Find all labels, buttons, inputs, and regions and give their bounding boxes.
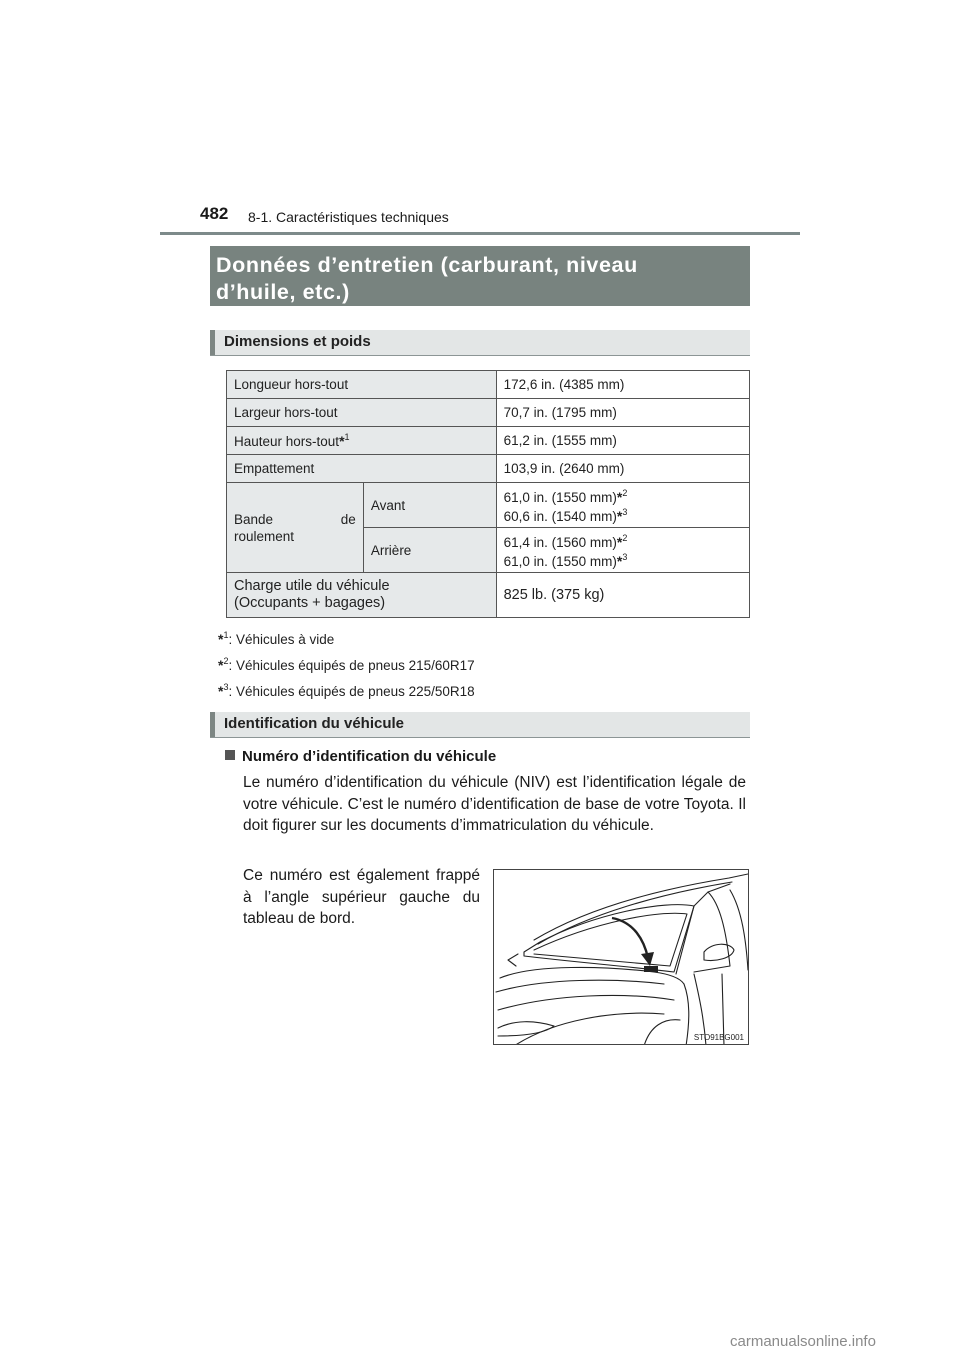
figure-code: STO91BG001 <box>693 1033 744 1042</box>
footnote-num: 3 <box>223 682 229 692</box>
charge-label <box>227 573 497 618</box>
identification-heading-text: Identification du véhicule <box>224 715 405 732</box>
hauteur-label: Hauteur hors-tout <box>234 434 340 449</box>
table-value: 61,2 in. (1555 mm) <box>496 427 749 455</box>
table-row <box>227 573 750 618</box>
table-value: 103,9 in. (2640 mm) <box>496 455 749 483</box>
vin-location-paragraph: Ce numéro est également frappé à l’angle supérieur gauche du tableau de bord. <box>243 867 480 927</box>
heading-bar <box>210 330 215 355</box>
dimensions-heading <box>210 330 750 356</box>
page-number: 482 <box>200 204 229 223</box>
footnote-mark: * <box>218 657 224 673</box>
asterisk-mark: * <box>616 508 623 524</box>
banner-title-line1: Données d’entretien (carburant, niveau <box>216 253 638 277</box>
header-rule <box>160 232 800 235</box>
dimensions-heading-text: Dimensions et poids <box>224 333 371 350</box>
arriere-values <box>496 528 749 573</box>
value-line <box>504 505 742 524</box>
heading-bar <box>210 712 215 737</box>
vin-location-figure <box>493 869 749 1045</box>
footnote-text: : Véhicules à vide <box>228 632 335 647</box>
value-text: 61,4 in. (1560 mm) <box>503 535 617 550</box>
value-line <box>504 531 742 550</box>
table-value: 172,6 in. (4385 mm) <box>496 371 749 399</box>
charge-label-line2: (Occupants + bagages) <box>234 595 386 611</box>
table-label: Empattement <box>227 455 497 483</box>
table-label: Longueur hors-tout <box>227 371 497 399</box>
windshield-illustration <box>494 870 749 1045</box>
footnote-3 <box>218 682 475 699</box>
table-row <box>227 427 750 455</box>
avant-values <box>496 483 749 528</box>
footnote-1 <box>218 630 334 647</box>
value-text: 61,0 in. (1550 mm) <box>503 554 617 569</box>
vin-plate <box>644 966 658 972</box>
table-label <box>227 427 497 455</box>
footnote-text: : Véhicules équipés de pneus 215/60R17 <box>228 658 475 673</box>
arriere-label: Arrière <box>363 528 496 573</box>
bande-label-line1: Bande de <box>234 511 356 527</box>
footnote-2 <box>218 656 475 673</box>
footnote-ref: 2 <box>622 533 628 543</box>
section-title: 8-1. Caractéristiques techniques <box>248 209 449 225</box>
asterisk-mark: * <box>616 534 623 550</box>
bande-label-cell <box>227 483 364 573</box>
watermark: carmanualsonline.info <box>730 1333 876 1350</box>
table-row <box>227 455 750 483</box>
bande-label-line2: roulement <box>234 528 295 544</box>
footnote-ref: 1 <box>344 432 350 442</box>
table-row <box>227 399 750 427</box>
bande-label <box>234 511 356 545</box>
footnote-ref: 3 <box>622 552 628 562</box>
table-label: Largeur hors-tout <box>227 399 497 427</box>
charge-label-line1: Charge utile du véhicule <box>234 578 390 594</box>
value-line <box>504 550 742 569</box>
avant-label: Avant <box>363 483 496 528</box>
vin-paragraph: Le numéro d’identification du véhicule (NIV) est l’identification légale de votre véhicule. C’est le numéro d’identification de base de votre Toyota. Il doit figurer sur les documents d’immatriculation du véhicule. <box>243 774 746 834</box>
footnote-mark: * <box>218 631 224 647</box>
dimensions-table <box>226 370 750 618</box>
vin-subheading-text: Numéro d’identification du véhicule <box>242 748 497 765</box>
table-row <box>227 483 750 528</box>
vin-subheading <box>225 748 496 765</box>
asterisk-mark: * <box>616 489 623 505</box>
asterisk-mark: * <box>339 433 345 449</box>
chapter-banner <box>210 246 750 306</box>
value-text: 61,0 in. (1550 mm) <box>503 490 617 505</box>
footnote-mark: * <box>218 683 224 699</box>
footnote-ref: 3 <box>622 507 628 517</box>
footnote-ref: 2 <box>622 488 628 498</box>
value-text: 60,6 in. (1540 mm) <box>503 509 617 524</box>
footnote-num: 2 <box>223 656 229 666</box>
banner-title-line2: d’huile, etc.) <box>216 280 350 304</box>
asterisk-mark: * <box>616 553 623 569</box>
table-row <box>227 371 750 399</box>
value-line <box>504 486 742 505</box>
identification-heading <box>210 712 750 738</box>
table-value: 70,7 in. (1795 mm) <box>496 399 749 427</box>
footnote-num: 1 <box>223 630 229 640</box>
footnote-text: : Véhicules équipés de pneus 225/50R18 <box>228 684 475 699</box>
charge-value: 825 lb. (375 kg) <box>496 573 749 618</box>
square-bullet-icon <box>225 750 235 760</box>
